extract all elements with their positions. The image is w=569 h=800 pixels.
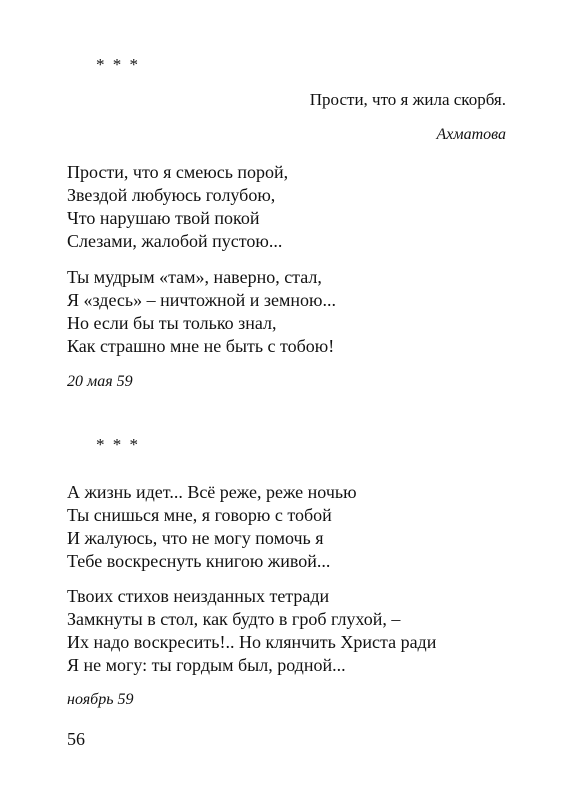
poem-line: Что нарушаю твой покой [67,208,260,228]
poem-line: Но если бы ты только знал, [67,313,277,333]
section-divider-stars: * * * [96,435,140,454]
poem-line: Ты снишься мне, я говорю с тобой [67,505,332,525]
poem-line: Слезами, жалобой пустою... [67,231,283,251]
poem-2-stanza-2 [67,585,436,677]
poem-line: Звездой любуюсь голубою, [67,185,276,205]
page-number: 56 [67,729,85,749]
poem-line: Твоих стихов неизданных тетради [67,586,330,606]
epigraph-quote: Прости, что я жила скорбя. [309,90,506,109]
poem-1-stanza-1 [67,161,288,253]
poem-1-stanza-2 [67,266,336,358]
poem-line: И жалуюсь, что не могу помочь я [67,528,324,548]
poem-line: Как страшно мне не быть с тобою! [67,336,335,356]
epigraph-author: Ахматова [436,126,506,143]
poem-line: Тебе воскреснуть книгою живой... [67,551,331,571]
poem-line: Я не могу: ты гордым был, родной... [67,655,346,675]
poem-1-date: 20 мая 59 [67,373,133,390]
poem-2-stanza-1 [67,481,357,573]
poem-2-date: ноябрь 59 [67,691,134,708]
section-divider-stars: * * * [96,55,140,74]
poem-line: Их надо воскресить!.. Но клянчить Христа ради [67,632,437,652]
poem-line: Ты мудрым «там», наверно, стал, [67,267,322,287]
poem-line: А жизнь идет... Всё реже, реже ночью [67,482,357,502]
poem-line: Я «здесь» – ничтожной и земною... [67,290,336,310]
poem-line: Прости, что я смеюсь порой, [67,162,289,182]
poem-line: Замкнуты в стол, как будто в гроб глухой, – [67,609,401,629]
